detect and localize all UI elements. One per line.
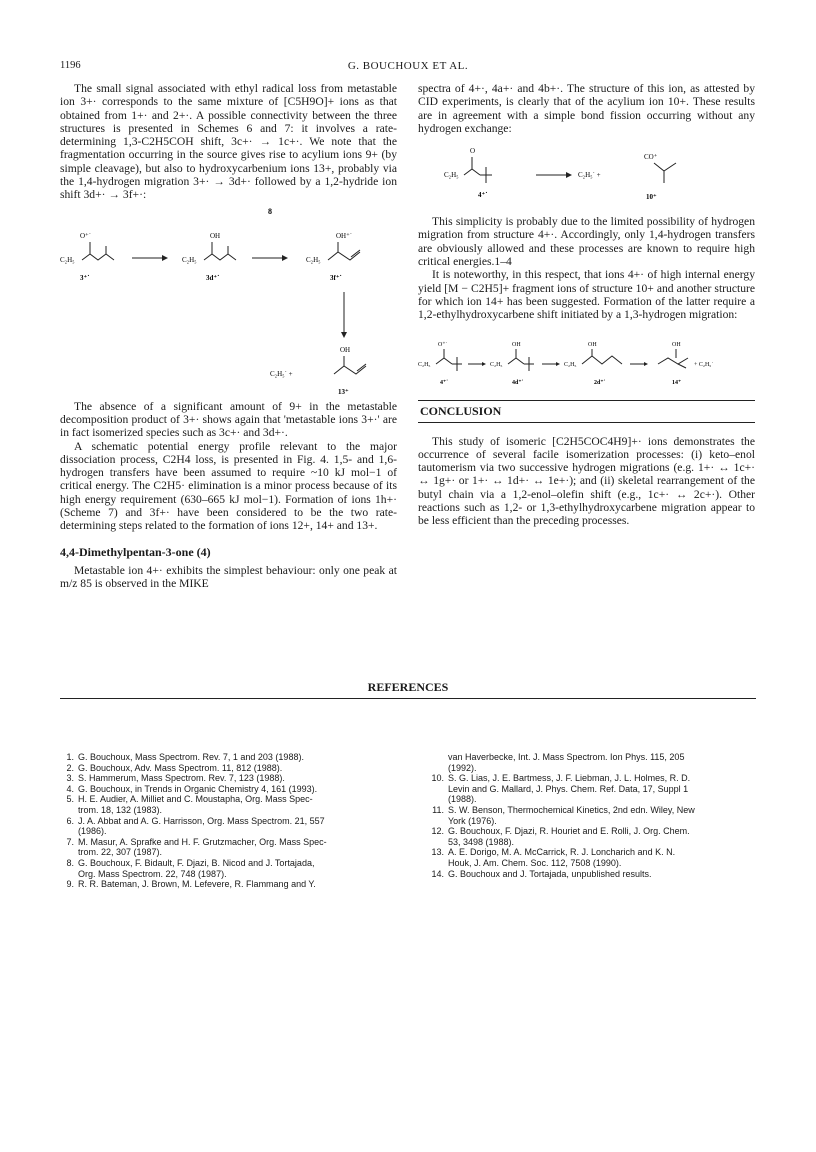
arrow-head (282, 255, 288, 261)
ethyl-radical-label: + C₂H₅˙ (694, 361, 714, 368)
arrow-head (162, 255, 168, 261)
compound-label: 2d⁺˙ (594, 379, 606, 386)
reference: 2. G. Bouchoux, Adv. Mass Spectrom. 11, 812 (1988). (66, 762, 283, 773)
arrow-head (341, 332, 347, 338)
reference: 12. G. Bouchoux, F. Djazi, R. Houriet and E. Rolli, J. Org. Chem. (431, 826, 690, 837)
scheme-8 (60, 202, 397, 400)
chain-bond (464, 169, 480, 175)
chain-bond (508, 358, 524, 364)
paragraph: The small signal associated with ethyl radical loss from metastable ion 3+· corresponds to the same mixture of [C5H9O]+ ions as that obtained from 1+· and 2+·. A possible connectivity between the three structures is presented in Schemes 6 and 7: it involves a rate-determining 1,3-C2H5COH shift, 3c+· → 1c+·. We note that the fragmentation occurring in the source gives rise to acylium ions 9+ (by simple cleavage), but also to hydroxycarbenium ions 13+, probably via the 1,4-hydrogen migration 3+· → 3d+· followed by a 1,2-hydride ion shift 3d+· → 3f+·: (60, 82, 397, 202)
compound-label: 3d⁺˙ (206, 273, 220, 282)
hydroxyl-label: OH (210, 231, 221, 240)
chain-bond (582, 356, 622, 364)
left-column (60, 82, 397, 590)
compound-label: 14⁺ (672, 379, 682, 386)
references-right (430, 752, 760, 879)
divider (60, 698, 756, 699)
section-heading: 4,4-Dimethylpentan-3-one (4) (60, 544, 211, 559)
ethyl-label: C₂H₅ (444, 171, 459, 180)
paragraph: A schematic potential energy profile relevant to the major dissociation process, C2H4 loss, is presented in Fig. 4. 1,5- and 1,6-hydrogen transfers have been assumed to require ~10 kJ mol−1 of critical energy. The C2H5· elimination is a minor process because of its high energy requirement (630–665 kJ mol−1). Formation of ions 1h+· (Scheme 7) and 3f+· have been considered to be the two rate-determining steps related to the formation of ions 12+, 14+ and 13+. (60, 439, 397, 533)
reference: 7. M. Masur, A. Sprafke and H. F. Grutzmacher, Org. Mass Spec- (66, 836, 327, 847)
compound-label: 4d⁺˙ (512, 379, 524, 386)
arrow-head (566, 172, 572, 178)
paragraph: This simplicity is probably due to the limited possibility of hydrogen migration from structure 4+·. Accordingly, only 1,4-hydrogen transfers are obviously allowed and these processes are known to require high critical energies.1–4 (418, 215, 755, 269)
scheme-acylium (418, 135, 755, 215)
reference-continuation: van Haverbecke, Int. J. Mass Spectrom. Ion Phys. 115, 205 (448, 752, 685, 762)
chain-bond (82, 254, 114, 260)
acylium-label: CO⁺ (644, 153, 658, 162)
reference-continuation: Levin and G. Mallard, J. Phys. Chem. Ref. Data, 17, Suppl 1 (448, 783, 689, 794)
reference-continuation: 53, 3498 (1988). (448, 836, 515, 847)
oxygen-label: O (470, 147, 476, 156)
branch-bond (678, 364, 686, 368)
ethyl-radical-label: C₂H₅˙ + (270, 369, 293, 378)
paragraph: The absence of a significant amount of 9+ in the metastable decomposition product of 3+· shows again that 'metastable ions 3+·' are in fact isomerized species such as 3c+· and 3d+·. (60, 399, 397, 440)
hydroxyl-label: OH⁺˙ (336, 231, 353, 240)
paragraph: It is noteworthy, in this respect, that ions 4+· of high internal energy yield [M − C2H5]+ fragment ions of structure 10+ and another structure for which ion 14+ has been suggested. Formation of the latter require a 1,2-ethylhydroxycarbene shift initiated by a 1,3-hydrogen migration: (418, 268, 755, 322)
reference-continuation: (1992). (448, 762, 477, 773)
reference: 1. G. Bouchoux, Mass Spectrom. Rev. 7, 1 and 203 (1988). (66, 752, 304, 762)
reference-continuation: Org. Mass Spectrom. 22, 748 (1987). (78, 868, 227, 879)
reference-continuation: trom. 18, 132 (1983). (78, 804, 163, 815)
oxygen-label: O⁺˙ (80, 231, 92, 240)
conclusion-heading: CONCLUSION (418, 400, 755, 423)
reference: 4. G. Bouchoux, in Trends in Organic Chemistry 4, 161 (1993). (66, 783, 318, 794)
scheme-14 (418, 322, 755, 400)
reference-continuation: Houk, J. Am. Chem. Soc. 112, 7508 (1990). (448, 857, 622, 868)
ethyl-radical-label: C₂H₅˙ + (578, 171, 601, 180)
paragraph: This study of isomeric [C2H5COC4H9]+· ions demonstrates the occurrence of several facile isomerization processes: (i) keto–enol tautomerism via two successive hydrogen migrations (e.g. 1+· ↔ 1c+· ↔ 1g+· or 1+· ↔ 1d+· ↔ 1e+·); and (ii) skeletal rearrangement of the butyl chain via a 1,2-enol–olefin shift (e.g., 1c+· ↔ 2c+·). Other reactions such as 1,2- or 1,3-ethylhydroxycarbene migration appear to be less efficient than the preceding processes. (418, 434, 755, 528)
reference: 9. R. R. Bateman, J. Brown, M. Lefevere, R. Flammang and Y. (66, 879, 316, 890)
hydroxyl-label: OH (672, 341, 681, 348)
compound-label: 4⁺˙ (440, 379, 449, 386)
arrow-head (556, 362, 560, 366)
right-column (418, 82, 755, 528)
ethyl-label: C₂H₅ (60, 255, 75, 264)
hydroxyl-label: OH (588, 341, 597, 348)
paragraph: Metastable ion 4+· exhibits the simplest behaviour: only one peak at m/z 85 is observed in the MIKE (60, 563, 397, 590)
ethyl-label: C₂H₅ (490, 361, 503, 368)
reference-continuation: (1988). (448, 794, 477, 805)
chain-bond (204, 254, 236, 260)
reference-continuation: (1986). (78, 826, 107, 837)
reference: 3. S. Hammerum, Mass Spectrom. Rev. 7, 123 (1988). (66, 773, 285, 784)
reference: 11. S. W. Benson, Thermochemical Kinetics, 2nd edn. Wiley, New (432, 804, 695, 815)
scheme-8-structures (60, 202, 397, 400)
references-left (60, 752, 390, 890)
reference: 6. J. A. Abbat and A. G. Harrisson, Org. Mass Spectrom. 21, 557 (66, 815, 325, 826)
reference: 10. S. G. Lias, J. E. Bartmess, J. F. Liebman, J. L. Holmes, R. D. (431, 773, 691, 784)
oxygen-label: O⁺˙ (438, 341, 448, 348)
compound-label: 13⁺ (338, 387, 349, 396)
compound-label: 3⁺˙ (80, 273, 90, 282)
reference: 5. H. E. Audier, A. Milliet and C. Moustapha, Org. Mass Spec- (66, 794, 313, 805)
ethyl-label: C₂H₅ (564, 361, 577, 368)
chain-bond (654, 163, 676, 171)
arrow-head (644, 362, 648, 366)
paragraph: spectra of 4+·, 4a+· and 4b+·. The structure of this ion, as attested by CID experiments, is clearly that of the acylium ion 10+. These results are in agreement with a simple bond fission occurring without any hydrogen exchange: (418, 82, 755, 135)
ethyl-label: C₂H₅ (306, 255, 321, 264)
scheme-number: 8 (268, 206, 272, 216)
compound-label: 4⁺˙ (478, 191, 488, 200)
reference: 14. G. Bouchoux and J. Tortajada, unpublished results. (431, 868, 652, 879)
hydroxyl-label: OH (512, 341, 521, 348)
references-heading: REFERENCES (367, 680, 449, 694)
ethyl-label: C₂H₅ (418, 361, 431, 368)
page-number: 1196 (60, 60, 81, 71)
compound-label: 10⁺ (646, 193, 657, 202)
chain-bond (436, 358, 452, 364)
hydroxyl-label: OH (340, 345, 351, 354)
reference: 8. G. Bouchoux, F. Bidault, F. Djazi, B. Nicod and J. Tortajada, (66, 857, 315, 868)
ethyl-label: C₂H₅ (182, 255, 197, 264)
reference-continuation: trom. 22, 307 (1987). (78, 847, 163, 858)
scheme-14-structures (418, 322, 755, 400)
reference: 13. A. E. Dorigo, M. A. McCarrick, R. J. Loncharich and K. N. (431, 847, 676, 858)
scheme-acylium-structures (418, 135, 755, 215)
arrow-head (482, 362, 486, 366)
reference-continuation: York (1976). (448, 815, 497, 826)
running-head: G. BOUCHOUX ET AL. (347, 60, 469, 72)
compound-label: 3f⁺˙ (330, 273, 342, 282)
chain-bond (658, 358, 688, 364)
